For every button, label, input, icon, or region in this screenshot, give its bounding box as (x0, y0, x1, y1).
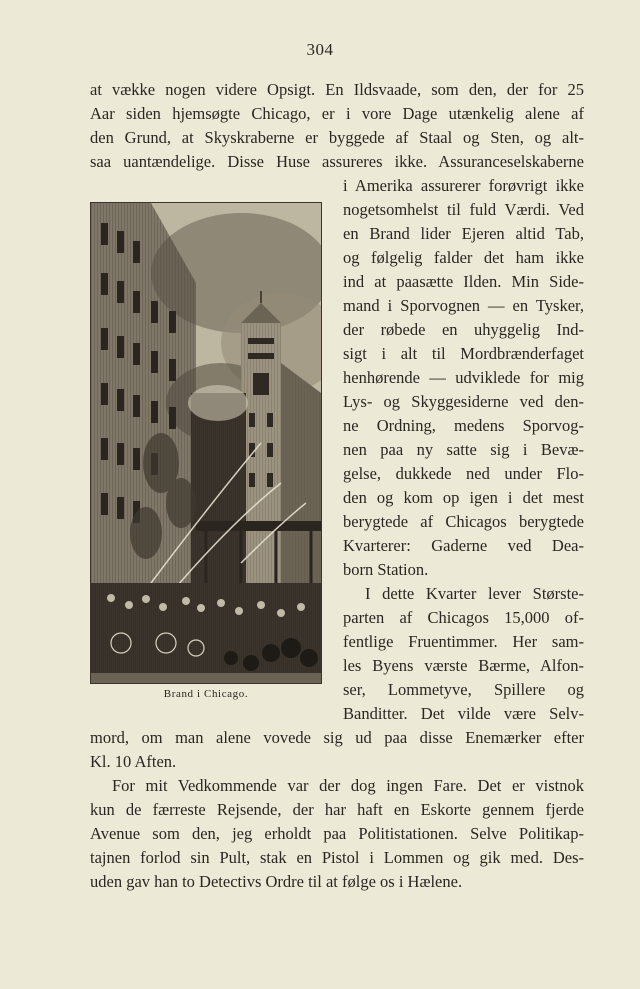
text-line: les Byens værste Bærme, Alfon- (343, 656, 584, 675)
engraving-image (91, 203, 321, 683)
text-line: en Brand lider Ejeren altid Tab, (343, 224, 584, 243)
text-line: og følgelig falder det ham ikke (343, 248, 584, 267)
text-line: nogetsomhelst til fuld Værdi. Ved (343, 200, 584, 219)
text-line: nen paa ny satte sig i Bevæ- (343, 440, 584, 459)
text-line: Aar siden hjemsøgte Chicago, er i vore Dage utænkelig alene af (90, 104, 584, 123)
text-line: born Station. (343, 560, 429, 579)
text-line: fentlige Fruentimmer. Her sam- (343, 632, 584, 651)
text-line: uden gav han to Detectivs Ordre til at følge os i Hælene. (90, 872, 463, 891)
text-line: berygtede af Chicagos berygtede (343, 512, 584, 531)
text-line: Kvarterer: Gaderne ved Dea- (343, 536, 584, 555)
page-number: 304 (306, 40, 334, 59)
text-line: sigt i alt til Mordbrænderfaget (343, 344, 584, 363)
text-line: kun de færreste Rejsende, der har haft en Eskorte gennem fjerde (90, 800, 584, 819)
text-line: For mit Vedkommende var der dog ingen Fare. Det er vistnok (112, 776, 584, 795)
text-line: tajnen forlod sin Pult, stak en Pistol i Lommen og gik med. Des- (90, 848, 584, 867)
text-line: ser, Lommetyve, Spillere og (343, 680, 584, 699)
text-line: saa uantændelige. Disse Huse assureres ikke. Assuranceselskaberne (90, 152, 584, 171)
text-line: mand i Sporvognen — en Tysker, (343, 296, 584, 315)
figure-caption: Brand i Chicago. (163, 688, 249, 700)
text-line: Lys- og Skyggesiderne ved den- (343, 392, 584, 411)
text-line: henhørende — udviklede for mig (343, 368, 584, 387)
text-line: der røbede en uhyggelig Ind- (343, 320, 584, 339)
text-line: gelse, dukkede ned under Flo- (343, 464, 584, 483)
text-line: I dette Kvarter lever Største- (365, 584, 584, 603)
text-line: den og kom op igen i det mest (343, 488, 584, 507)
text-line: den Grund, at Skyskraberne er byggede af Staal og Sten, og alt- (90, 128, 584, 147)
text-line: Banditter. Det vilde være Selv- (343, 704, 584, 723)
text-line: parten af Chicagos 15,000 of- (343, 608, 584, 627)
text-line: i Amerika assurerer forøvrigt ikke (343, 176, 584, 195)
text-line: at vække nogen videre Opsigt. En Ildsvaade, som den, der for 25 (90, 80, 584, 99)
text-line: Avenue som den, jeg erholdt paa Politistationen. Selve Politikap- (90, 824, 584, 843)
text-line: mord, om man alene vovede sig ud paa disse Enemærker efter (90, 728, 584, 747)
fire-illustration (90, 202, 322, 684)
text-line: ne Ordning, medens Sporvog- (343, 416, 584, 435)
text-line: ind at paasætte Ilden. Min Side- (343, 272, 584, 291)
text-line: Kl. 10 Aften. (90, 752, 177, 771)
